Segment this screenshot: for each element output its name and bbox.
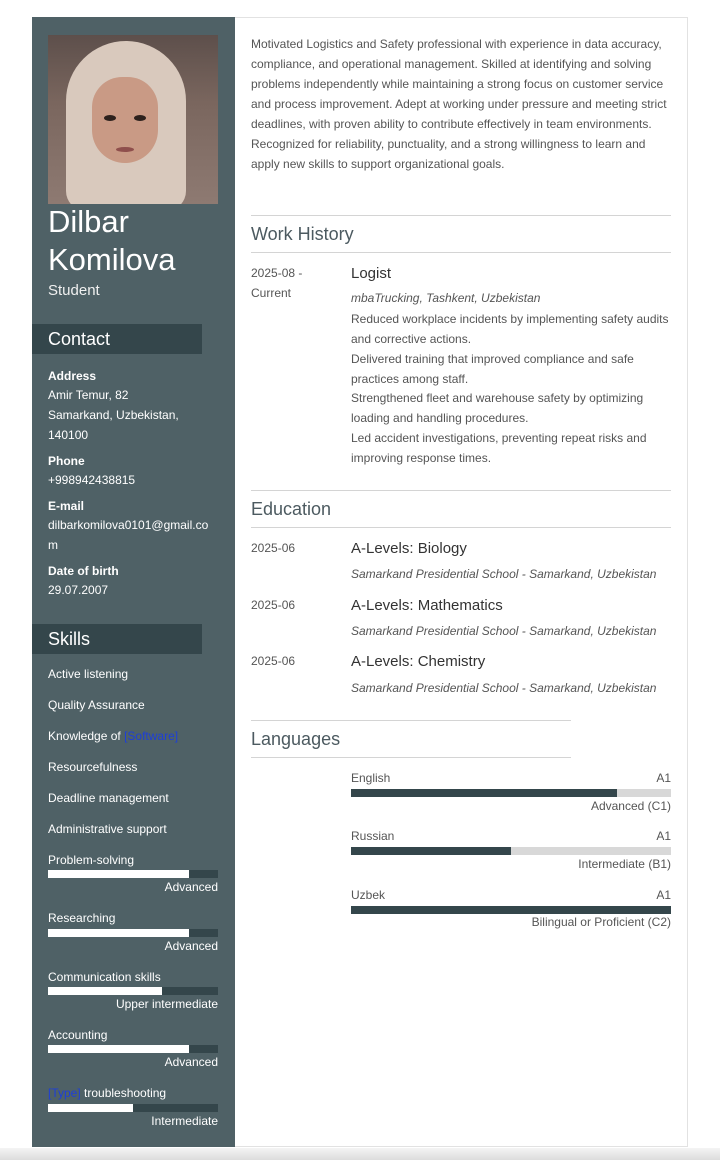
edu-date: 2025-06 (251, 598, 296, 612)
skill-item: Administrative support (48, 822, 167, 836)
job-bullet: Delivered training that improved compliance and safe practices among staff. (351, 352, 634, 386)
language-name: Uzbek (351, 888, 386, 902)
language-level-label: Advanced (C1) (590, 799, 671, 813)
skill-level-bar (48, 1104, 218, 1112)
dob-label: Date of birth (48, 564, 119, 578)
language-code: A1 (656, 771, 671, 785)
edu-school: Samarkand Presidential School - Samarkand, Uzbekistan (351, 624, 657, 638)
divider (251, 527, 671, 528)
job-bullet: Led accident investigations, preventing repeat risks and improving response times. (351, 431, 647, 465)
edu-date: 2025-06 (251, 541, 296, 555)
edu-title: A-Levels: Chemistry (351, 653, 486, 670)
email-value: dilbarkomilova0101@gmail.co m (48, 518, 209, 552)
edu-date: 2025-06 (251, 654, 296, 668)
contact-heading: Contact (32, 324, 202, 354)
job-bullet: Strengthened fleet and warehouse safety by optimizing loading and handling procedures. (351, 391, 644, 425)
skill-item: Deadline management (48, 791, 169, 805)
rated-skill-name: Researching (48, 911, 116, 925)
language-name: English (351, 771, 391, 785)
skill-level-label: Upper intermediate (115, 997, 218, 1011)
skills-heading: Skills (32, 624, 202, 654)
address-label: Address (48, 369, 97, 383)
work-history-heading: Work History (251, 224, 354, 244)
job-title: Logist (351, 265, 392, 282)
type-placeholder: [Type] (48, 1086, 81, 1100)
skill-level-label: Advanced (164, 939, 218, 953)
divider (251, 757, 571, 758)
divider (251, 490, 671, 491)
edu-school: Samarkand Presidential School - Samarkand, Uzbekistan (351, 681, 657, 695)
candidate-name (48, 203, 228, 279)
language-level-bar (351, 789, 671, 797)
skill-level-label: Intermediate (151, 1114, 218, 1128)
languages-heading: Languages (251, 729, 341, 749)
software-placeholder: [Software] (124, 729, 179, 743)
language-level-label: Intermediate (B1) (578, 857, 671, 871)
skill-level-bar (48, 870, 218, 878)
edu-title: A-Levels: Mathematics (351, 597, 503, 614)
divider (251, 720, 571, 721)
page-bottom-shadow (0, 1148, 720, 1160)
skill-level-bar (48, 929, 218, 937)
language-level-label: Bilingual or Proficient (C2) (531, 915, 671, 929)
phone-value: +998942438815 (48, 473, 136, 487)
skill-item: Quality Assurance (48, 698, 145, 712)
skill-level-bar (48, 1045, 218, 1053)
skill-level-label: Advanced (164, 880, 218, 894)
skill-level-bar (48, 987, 218, 995)
divider (251, 215, 671, 216)
language-level-bar (351, 906, 671, 914)
skill-item: Resourcefulness (48, 760, 138, 774)
skill-item: Knowledge of [Software] (48, 729, 179, 743)
candidate-role: Student (48, 282, 100, 299)
skill-item: Active listening (48, 667, 129, 681)
rated-skill-name: Problem-solving (48, 853, 135, 867)
sidebar (32, 17, 235, 1147)
skill-level-label: Advanced (164, 1055, 218, 1069)
education-heading: Education (251, 499, 332, 519)
phone-label: Phone (48, 454, 85, 468)
job-bullet: Reduced workplace incidents by implementing safety audits and corrective actions. (351, 312, 669, 346)
rated-skill-name: [Type] troubleshooting (48, 1086, 167, 1100)
dob-value: 29.07.2007 (48, 583, 109, 597)
divider (251, 252, 671, 253)
first-name: Dilbar (48, 204, 129, 239)
address-value: Amir Temur, 82 Samarkand, Uzbekistan, 140100 (48, 388, 179, 442)
professional-summary: Motivated Logistics and Safety professional with experience in data accuracy, compliance, and operational management. Skilled at identifying and solving problems independently while maintaining a strong focus on customer service and process improvement. Adept at working under pressure and meeting strict deadlines, with proven ability to contribute effectively in team environments. Recognized for reliability, punctuality, and a strong willingness to learn and apply new skills to support organizational goals. (251, 37, 667, 171)
language-name: Russian (351, 829, 395, 843)
work-date: 2025-08 - Current (251, 266, 303, 300)
language-level-bar (351, 847, 671, 855)
language-code: A1 (656, 829, 671, 843)
rated-skill-name: Accounting (48, 1028, 108, 1042)
profile-photo (48, 35, 218, 204)
edu-title: A-Levels: Biology (351, 540, 467, 557)
last-name: Komilova (48, 242, 176, 277)
rated-skill-name: Communication skills (48, 970, 161, 984)
edu-school: Samarkand Presidential School - Samarkand, Uzbekistan (351, 567, 657, 581)
language-code: A1 (656, 888, 671, 902)
job-company: mbaTrucking, Tashkent, Uzbekistan (351, 291, 541, 305)
email-label: E-mail (48, 499, 85, 513)
